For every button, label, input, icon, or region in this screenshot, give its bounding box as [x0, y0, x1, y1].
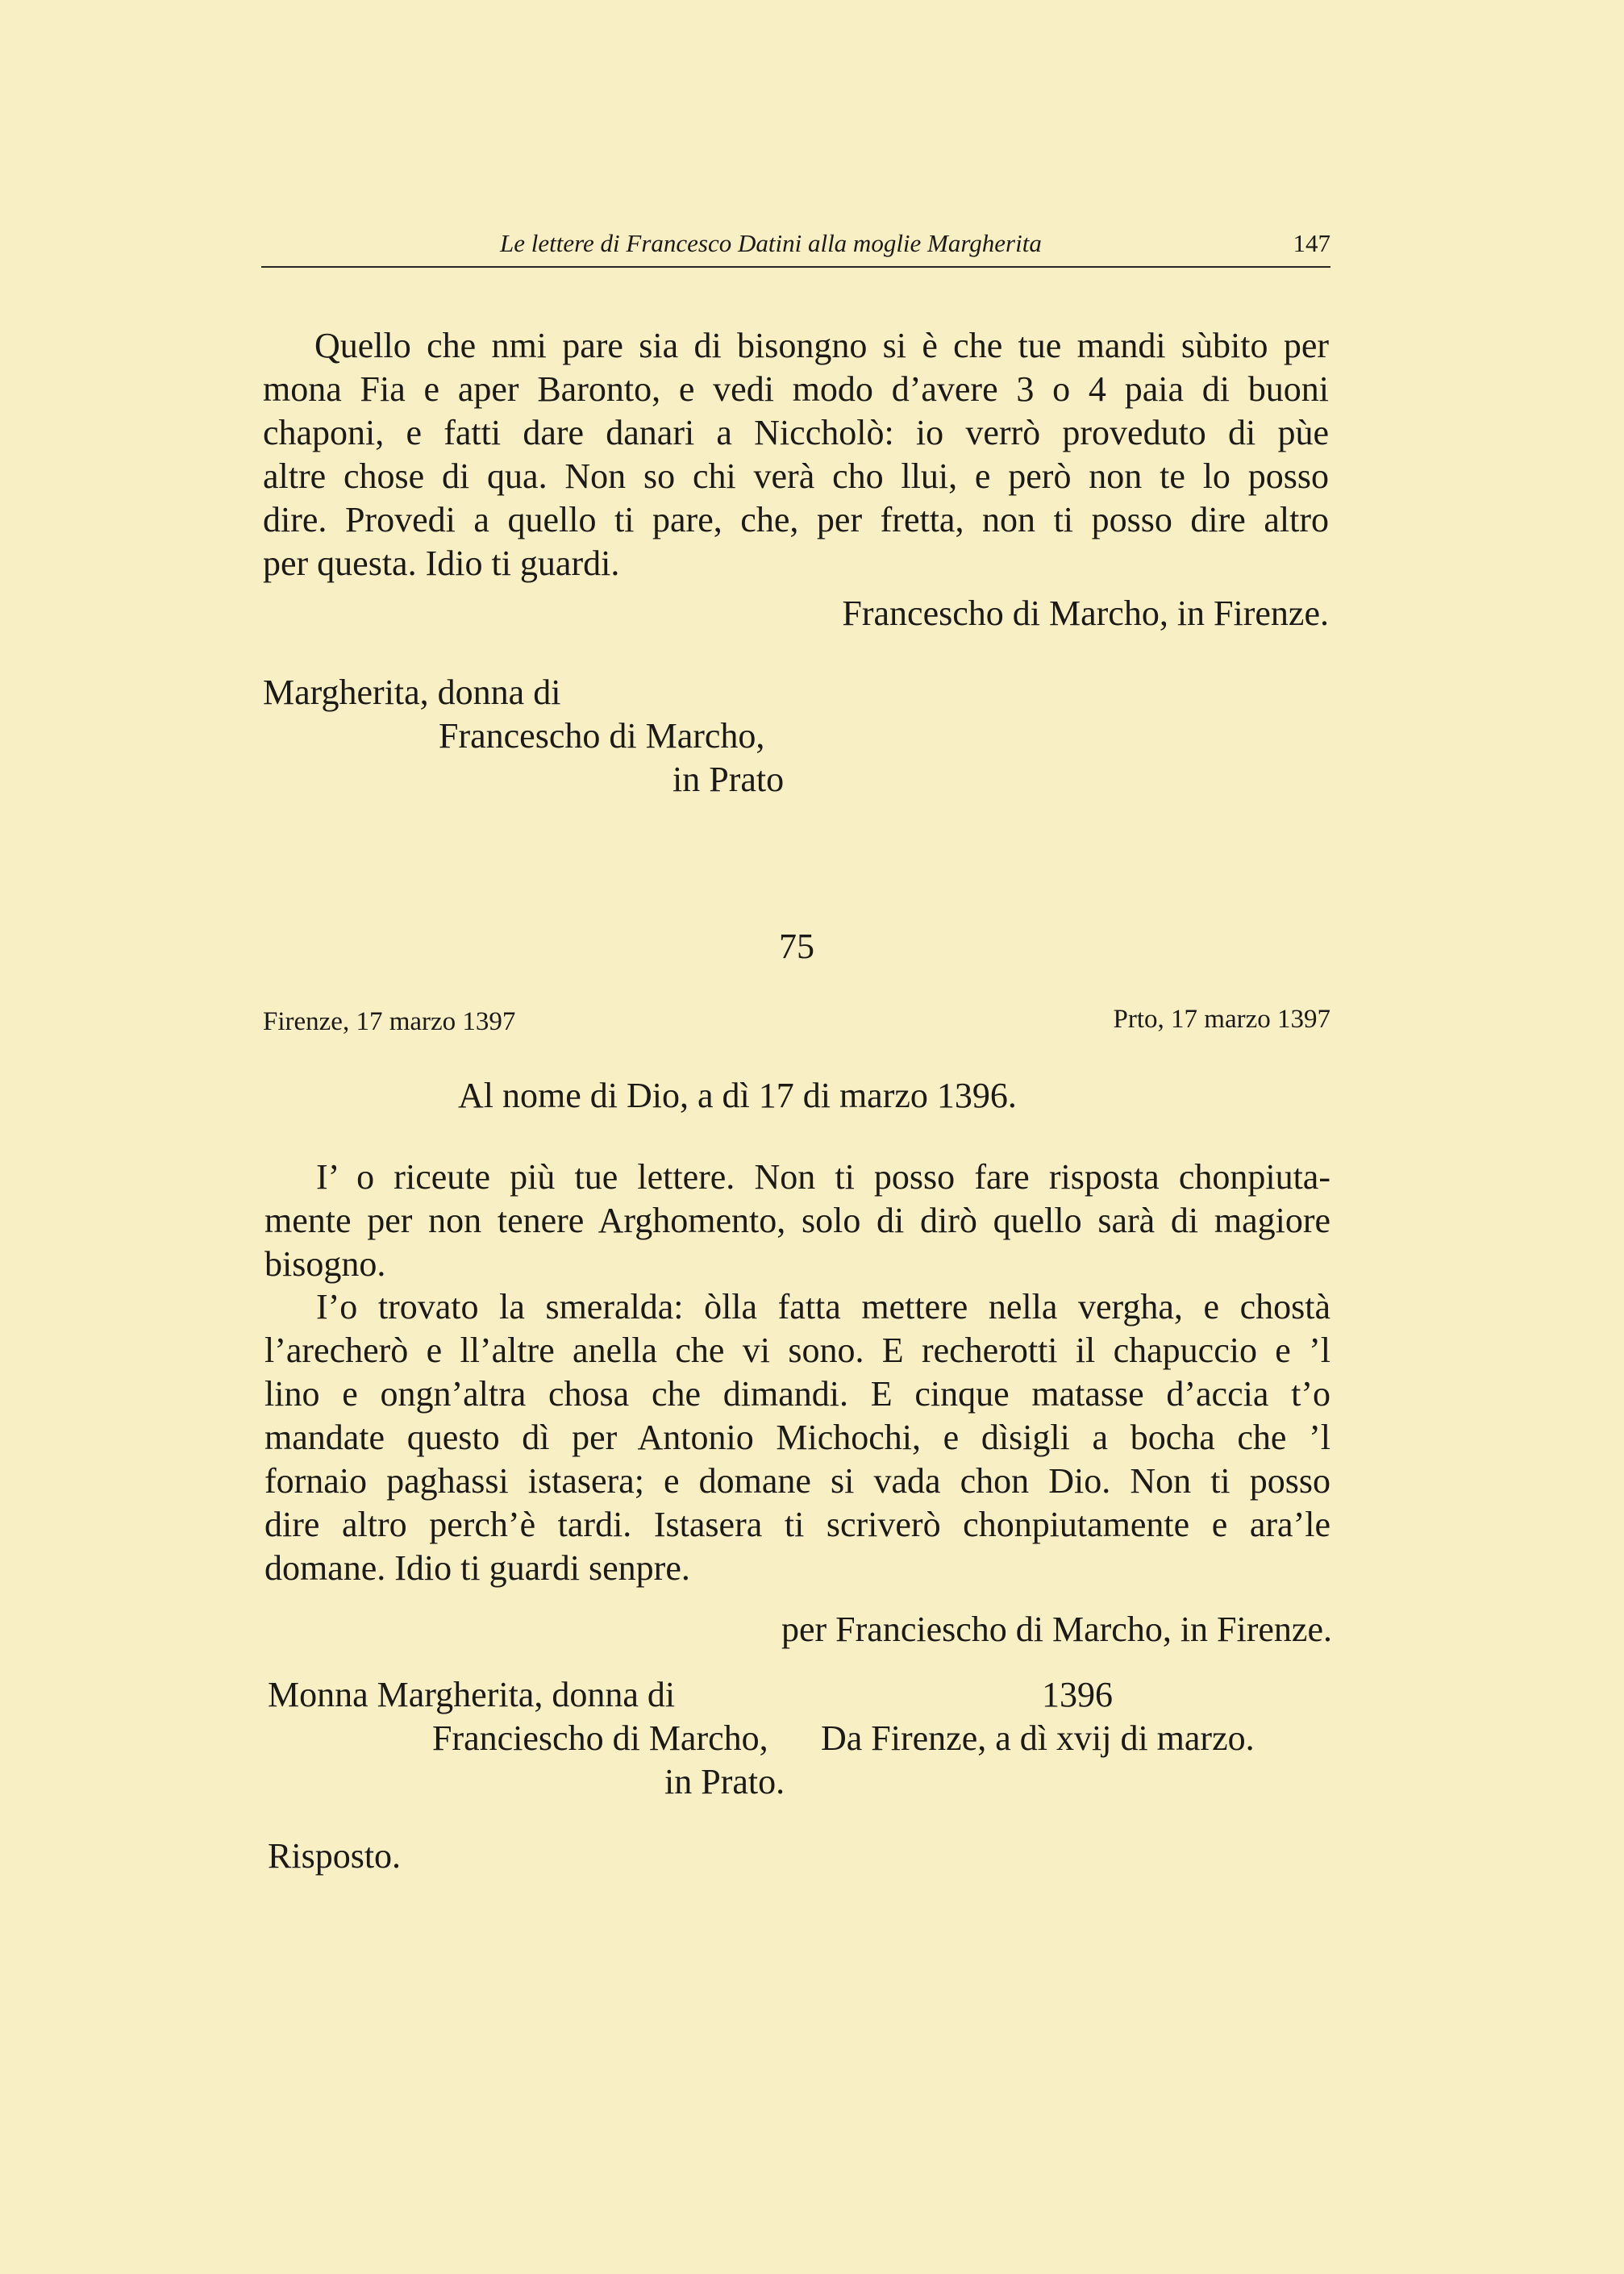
body-line: per questa. Idio ti guardi.: [263, 544, 620, 583]
page-number: 147: [1293, 229, 1330, 257]
body-line: dire. Provedi a quello ti pare, che, per fretta, non ti posso dire altro: [263, 500, 1329, 539]
body-line: fornaio paghassi istasera; e domane si vada chon Dio. Non ti posso: [264, 1461, 1330, 1501]
body-line: altre chose di qua. Non so chi verà cho llui, e però non te lo posso: [263, 456, 1329, 496]
body-line: l’arecherò e ll’altre anella che vi sono. E recherotti il chapuccio e ’l: [264, 1331, 1330, 1370]
signature: Francescho di Marcho, in Firenze.: [842, 593, 1329, 633]
running-header: [261, 229, 1330, 268]
endorsement-year: 1396: [1042, 1675, 1113, 1714]
signature: per Franciescho di Marcho, in Firenze.: [781, 1610, 1332, 1649]
running-title: Le lettere di Francesco Datini alla moglie Margherita: [500, 229, 1042, 257]
body-line: dire altro perch’è tardi. Istasera ti scriverò chonpiutamente e ara’le: [264, 1505, 1330, 1544]
address-line: Francescho di Marcho,: [439, 716, 765, 756]
body-line: lino e ongn’altra chosa che dimandi. E cinque matasse d’accia t’o: [264, 1374, 1330, 1414]
body-line: I’o trovato la smeralda: òlla fatta mettere nella vergha, e chostà: [316, 1287, 1330, 1326]
address-line: Monna Margherita, donna di: [268, 1675, 676, 1714]
body-line: chaponi, e fatti dare danari a Niccholò: io verrò proveduto di pùe: [263, 413, 1329, 452]
letter-origin: Firenze, 17 marzo 1397: [263, 1007, 516, 1036]
body-line: domane. Idio ti guardi senpre.: [264, 1548, 690, 1588]
body-line: bisogno.: [264, 1244, 386, 1284]
address-line: Margherita, donna di: [263, 673, 561, 712]
letter-number: 75: [779, 927, 814, 966]
address-line: Franciescho di Marcho,: [432, 1718, 768, 1758]
body-line: mandate questo dì per Antonio Michochi, e dìsigli a bocha che ’l: [264, 1418, 1330, 1457]
invocation: Al nome di Dio, a dì 17 di marzo 1396.: [458, 1076, 1017, 1115]
endorsement-date: Da Firenze, a dì xvij di marzo.: [821, 1718, 1255, 1758]
body-line: mente per non tenere Arghomento, solo di dirò quello sarà di magiore: [264, 1201, 1330, 1240]
address-line: in Prato.: [664, 1762, 785, 1801]
body-line: Quello che nmi pare sia di bisongno si è che tue mandi sùbito per: [314, 326, 1329, 365]
reply-note: Risposto.: [268, 1836, 402, 1876]
body-line: mona Fia e aper Baronto, e vedi modo d’avere 3 o 4 paia di buoni: [263, 369, 1329, 409]
address-line: in Prato: [673, 760, 785, 799]
body-line: I’ o riceute più tue lettere. Non ti posso fare risposta chonpiuta-: [316, 1157, 1330, 1197]
letter-destination: Prto, 17 marzo 1397: [1113, 1005, 1330, 1034]
